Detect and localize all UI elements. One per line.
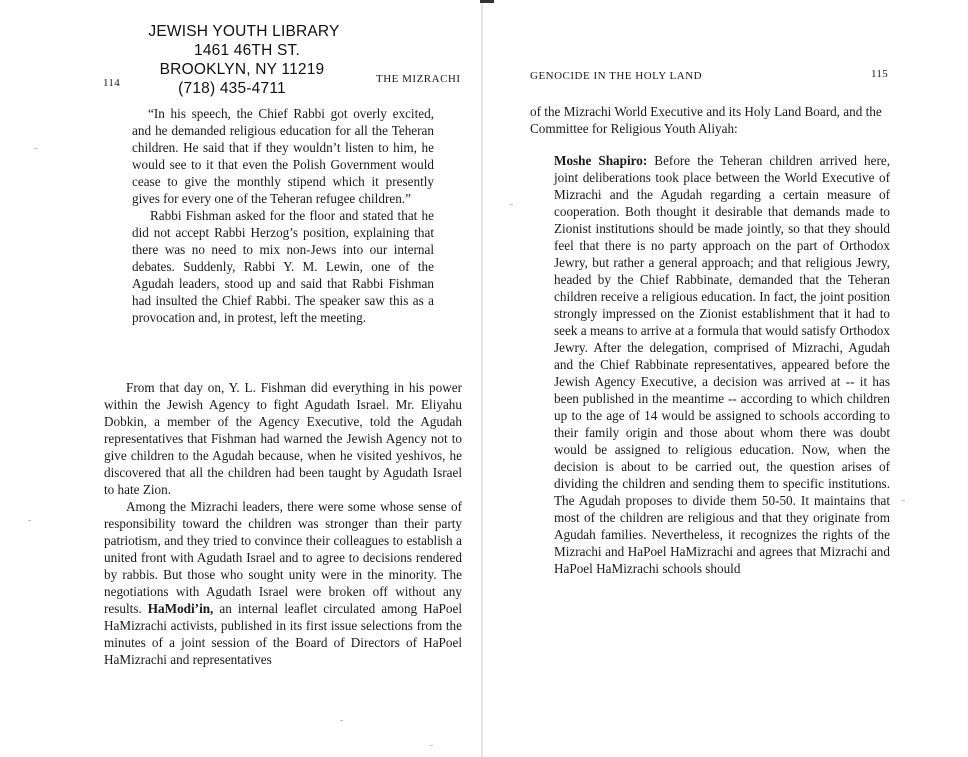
minutes-quote xyxy=(554,152,890,577)
block-quote xyxy=(132,105,434,326)
leaflet-name: HaModi’in, xyxy=(147,601,214,616)
right-page xyxy=(488,0,968,757)
left-page xyxy=(0,0,480,757)
quote-paragraph: “In his speech, the Chief Rabbi got overly excited, and he demanded religious education for all the Teheran children. He said that if they wouldn’t listen to him, he would see to it that even the Polish Government would cease to give the monthly stipend which it presently gives for every one of the Teheran refugee children.” xyxy=(132,106,434,206)
quote-paragraph: Rabbi Fishman asked for the floor and stated that he did not accept Rabbi Herzog’s position, explaining that there was no need to mix non-Jews into our internal debates. Suddenly, Rabbi Y. M. Lewin, one of the Agudah leaders, stood up and said that Rabbi Fishman had insulted the Chief Rabbi. The speaker saw this as a provocation and, in protest, left the meeting. xyxy=(132,208,434,325)
page-number-right: 115 xyxy=(871,68,888,80)
running-head-right: GENOCIDE IN THE HOLY LAND xyxy=(530,70,703,82)
book-gutter xyxy=(481,0,483,757)
quote-paragraph: Moshe Shapiro: Before the Teheran children arrived here, joint deliberations took place between the World Executive of Mizrachi and the Agudah regarding a certain measure of cooperation. Both thought it desirable that demands made to Zionist institutions should be made jointly, so that they should feel that there is no party approach on the part of Orthodox Jewry, but rather a general approach; and that religious Jewry, headed by the Chief Rabbinate, demanded that the Teheran children receive a religious education. In fact, the joint position strongly impressed on the Zionist establishment that it had to seek a means to arrive at a formula that would satisfy Orthodox Jewry. After the delegation, comprised of Mizrachi, Agudah and the Chief Rabbinate representatives, appeared before the Jewish Agency Executive, a decision was arrived at -- it has been published in the meantime -- according to which children up to the age of 14 would be assigned to schools according to their family origin and those about whom there was doubt would be assigned to religious education. Now, when the decision is about to be carried out, the question arises of dividing the children and sending them to specific institutions. The Agudah proposes to divide them 50-50. It maintains that most of the children are religious and that they originate from Agudah families. Nevertheless, it recognizes the rights of the Mizrachi and HaPoel HaMizrachi and agrees that Mizrachi and HaPoel HaMizrachi schools should xyxy=(554,153,890,576)
stamp-line-3: BROOKLYN, NY 11219 xyxy=(159,61,325,78)
stamp-line-2: 1461 46TH ST. xyxy=(194,42,300,59)
running-head-left: THE MIZRACHI xyxy=(376,73,461,85)
page-number-left: 114 xyxy=(103,77,120,89)
intro-text: of the Mizrachi World Executive and its Holy Land Board, and the Committee for Religious Youth Aliyah: xyxy=(530,104,882,136)
body-paragraph: Among the Mizrachi leaders, there were some whose sense of responsibility toward the children was stronger than their party patriotism, and they tried to convince their colleagues to establish a united front with Agudath Israel and to agree to decisions rendered by rabbis. But those who sought unity were in the minority. The negotiations with Agudath Israel were broken off without any results. HaModi’in, an internal leaflet circulated among HaPoel HaMizrachi activists, published in its first issue selections from the minutes of a joint session of the Board of Directors of HaPoel HaMizrachi and representatives xyxy=(104,499,462,667)
body-text xyxy=(104,379,462,668)
speaker-name: Moshe Shapiro: xyxy=(554,153,648,168)
library-stamp xyxy=(148,22,342,98)
stamp-line-1: JEWISH YOUTH LIBRARY xyxy=(148,23,340,40)
body-paragraph: From that day on, Y. L. Fishman did everything in his power within the Jewish Agency to fight Agudath Israel. Mr. Eliyahu Dobkin, a member of the Agency Executive, told the Agudah representatives that Fishman had warned the Jewish Agency not to give children to the Agudah because, when he visited yeshivos, he discovered that all the children had been taught by Agudath Israel to hate Zion. xyxy=(104,380,462,497)
stamp-line-4: (718) 435-4711 xyxy=(178,80,286,97)
